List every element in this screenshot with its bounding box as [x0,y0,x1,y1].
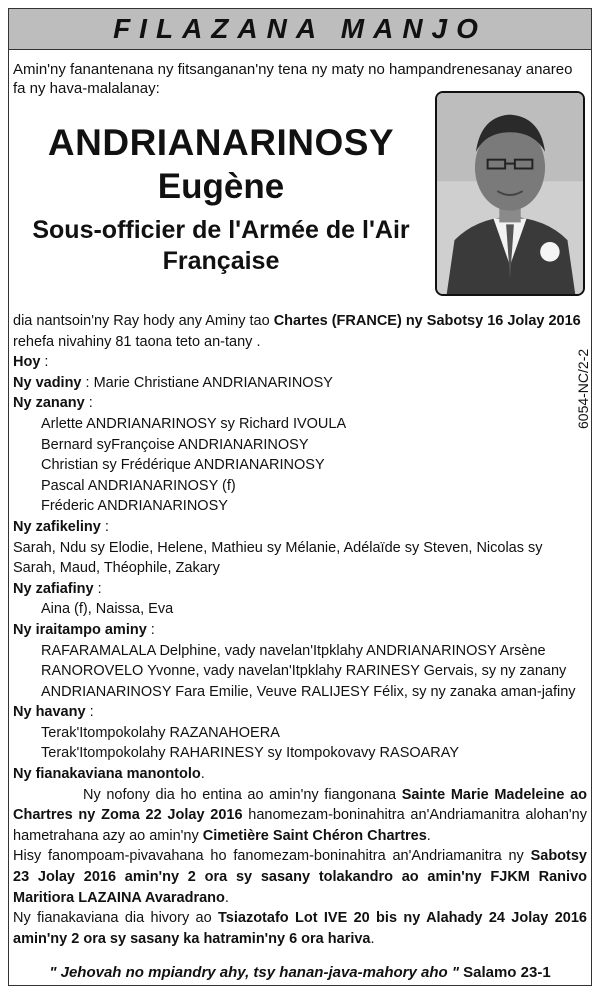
portrait-photo [435,91,585,296]
list-item: RAFARAMALALA Delphine, vady navelan'Itpklahy ANDRIANARINOSY Arsène [41,642,546,659]
list-item: Terak'Itompokolahy RAZANAHOERA [41,724,280,741]
list-item: Fréderic ANDRIANARINOSY [41,498,228,515]
death-place-date: Chartes (FRANCE) ny Sabotsy 16 Jolay 2016 [273,313,581,329]
banner-title: FILAZANA MANJO [9,9,591,50]
deceased-name-block [19,121,423,277]
whole-family-line: Ny fianakaviana manontolo. [13,766,205,783]
list-item: Terak'Itompokolahy RAHARINESY sy Itompokovavy RASOARAY [41,745,460,762]
relatives-heading: Ny havany : [13,704,94,721]
list-item: Arlette ANDRIANARINOSY sy Richard IVOULA [41,415,347,432]
siblings-heading: Ny iraitampo aminy : [13,621,155,638]
deceased-surname: ANDRIANARINOSY [47,122,395,163]
list-item: Christian sy Frédérique ANDRIANARINOSY [41,457,325,474]
deceased-rank: Sous-officier de l'Armée de l'Air Française [32,216,410,275]
intro-text: Amin'ny fanantenana ny fitsanganan'ny tena ny maty no hampandrenesanay anareo fa ny hava-malalanay: [13,61,573,97]
death-announcement: dia nantsoin'ny Ray hody any Aminy tao Chartes (FRANCE) ny Sabotsy 16 Jolay 2016 [13,313,581,329]
hoy-line: Hoy : [13,354,49,371]
worship-service-paragraph: Hisy fanompoam-pivavahana ho fanomezam-boninahitra an'Andriamanitra ny Sabotsy 23 Jolay 2016 amin'ny 2 ora sy sasany tolakandro ao amin'ny FJKM Ranivo Maritiora LAZAINA Avaradrano. [13,848,587,906]
list-item: RANOROVELO Yvonne, vady navelan'Itpklahy RARINESY Gervais, sy ny zanany [41,663,567,680]
bible-quote: " Jehovah no mpiandry ahy, tsy hanan-java-mahory aho " Salamo 23-1 [49,964,551,981]
family-gathering-paragraph: Ny fianakaviana dia hivory ao Tsiazotafo Lot IVE 20 bis ny Alahady 24 Jolay 2016 amin'ny 2 ora sy sasany ka hatramin'ny 6 ora hariva. [13,910,587,947]
death-age: rehefa nivahiny 81 taona teto an-tany . [13,333,261,350]
great-grandchildren-list: Aina (f), Naissa, Eva [41,601,174,618]
grandchildren-heading: Ny zafikeliny : [13,518,109,535]
list-item: Bernard syFrançoise ANDRIANARINOSY [41,436,309,453]
deceased-firstname: Eugène [157,167,285,206]
grandchildren-list: Sarah, Ndu sy Elodie, Helene, Mathieu sy Mélanie, Adélaïde sy Steven, Nicolas sy Sarah, Maud, Théophile, Zakary [13,539,543,577]
quote-source: Salamo 23-1 [463,964,551,981]
reference-code: 6054-NC/2-2 [575,348,591,429]
spouse-line: Ny vadiny : Marie Christiane ANDRIANARINOSY [13,374,333,391]
great-grandchildren-heading: Ny zafiafiny : [13,580,102,597]
funeral-service-paragraph: Ny nofony dia ho entina ao amin'ny fiangonana Sainte Marie Madeleine ao Chartres ny Zoma 22 Jolay 2016 hanomezam-boninahitra an'Andriamanitra alohan'ny hametrahana azy ao amin'ny Cimetière Saint Chéron Chartres. [13,786,587,844]
notice-body [13,311,587,949]
list-item: ANDRIANARINOSY Fara Emilie, Veuve RALIJESY Félix, sy ny zanaka aman-jafiny [41,683,576,700]
notice-frame [8,8,592,986]
children-heading: Ny zanany : [13,395,93,412]
list-item: Pascal ANDRIANARINOSY (f) [41,477,236,494]
